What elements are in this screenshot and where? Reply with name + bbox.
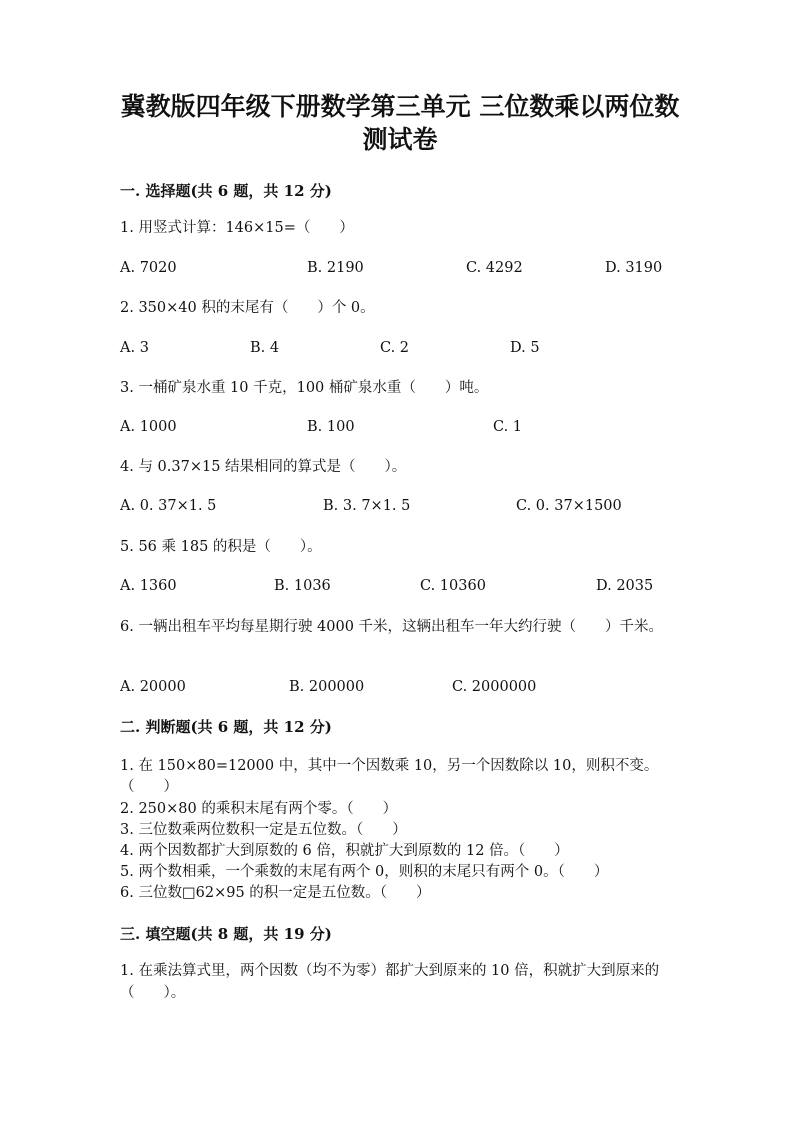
choice-option: B. 1036 bbox=[274, 578, 331, 594]
fill-question-1: 1. 在乘法算式里，两个因数（均不为零）都扩大到原来的 10 倍，积就扩大到原来的（ ）。 bbox=[120, 963, 660, 1001]
choice-option: A. 0. 37×1. 5 bbox=[120, 498, 217, 514]
choice-option: C. 1 bbox=[493, 419, 523, 435]
choice-option: B. 100 bbox=[307, 419, 355, 435]
title-line-1: 冀教版四年级下册数学第三单元 三位数乘以两位数 bbox=[120, 92, 680, 121]
choice-question-3: 3. 一桶矿泉水重 10 千克，100 桶矿泉水重（ ）吨。 bbox=[120, 380, 489, 396]
section-heading-judge: 二. 判断题(共 6 题，共 12 分) bbox=[120, 718, 332, 736]
section-heading-choice: 一. 选择题(共 6 题，共 12 分) bbox=[120, 182, 332, 200]
choice-option: A. 20000 bbox=[120, 679, 186, 695]
choice-question-6: 6. 一辆出租车平均每星期行驶 4000 千米，这辆出租车一年大约行驶（ ）千米。 bbox=[120, 619, 664, 635]
choice-question-4: 4. 与 0.37×15 结果相同的算式是（ ）。 bbox=[120, 459, 407, 475]
choice-question-5: 5. 56 乘 185 的积是（ ）。 bbox=[120, 539, 322, 555]
choice-option: C. 0. 37×1500 bbox=[516, 498, 622, 514]
choice-option: A. 1000 bbox=[120, 419, 177, 435]
choice-option: A. 7020 bbox=[120, 260, 177, 276]
judge-question-1: 1. 在 150×80=12000 中，其中一个因数乘 10，另一个因数除以 10，则积不变。（ ） bbox=[120, 758, 659, 795]
judge-question-5: 5. 两个数相乘，一个乘数的末尾有两个 0，则积的末尾只有两个 0。（ ） bbox=[120, 864, 609, 880]
title-line-2: 测试卷 bbox=[362, 125, 438, 154]
page-title bbox=[100, 90, 700, 156]
choice-option: A. 3 bbox=[120, 340, 149, 356]
judge-question-2: 2. 250×80 的乘积末尾有两个零。（ ） bbox=[120, 801, 398, 817]
choice-question-1: 1. 用竖式计算：146×15=（ ） bbox=[120, 220, 354, 236]
judge-question-4: 4. 两个因数都扩大到原数的 6 倍，积就扩大到原数的 12 倍。（ ） bbox=[120, 843, 569, 859]
section-heading-fill: 三. 填空题(共 8 题，共 19 分) bbox=[120, 925, 332, 943]
choice-option: C. 4292 bbox=[466, 260, 523, 276]
choice-question-2: 2. 350×40 积的末尾有（ ）个 0。 bbox=[120, 300, 375, 316]
choice-option: C. 2000000 bbox=[452, 679, 537, 695]
choice-option: C. 2 bbox=[380, 340, 410, 356]
choice-option: A. 1360 bbox=[120, 578, 177, 594]
choice-option: D. 3190 bbox=[605, 260, 663, 276]
choice-option: D. 5 bbox=[510, 340, 540, 356]
choice-option: B. 200000 bbox=[289, 679, 365, 695]
judge-question-3: 3. 三位数乘两位数积一定是五位数。（ ） bbox=[120, 822, 407, 838]
choice-option: D. 2035 bbox=[596, 578, 654, 594]
choice-option: B. 4 bbox=[250, 340, 280, 356]
choice-option: B. 3. 7×1. 5 bbox=[323, 498, 411, 514]
judge-question-6: 6. 三位数□62×95 的积一定是五位数。（ ） bbox=[120, 885, 431, 901]
choice-option: C. 10360 bbox=[420, 578, 486, 594]
choice-option: B. 2190 bbox=[307, 260, 364, 276]
